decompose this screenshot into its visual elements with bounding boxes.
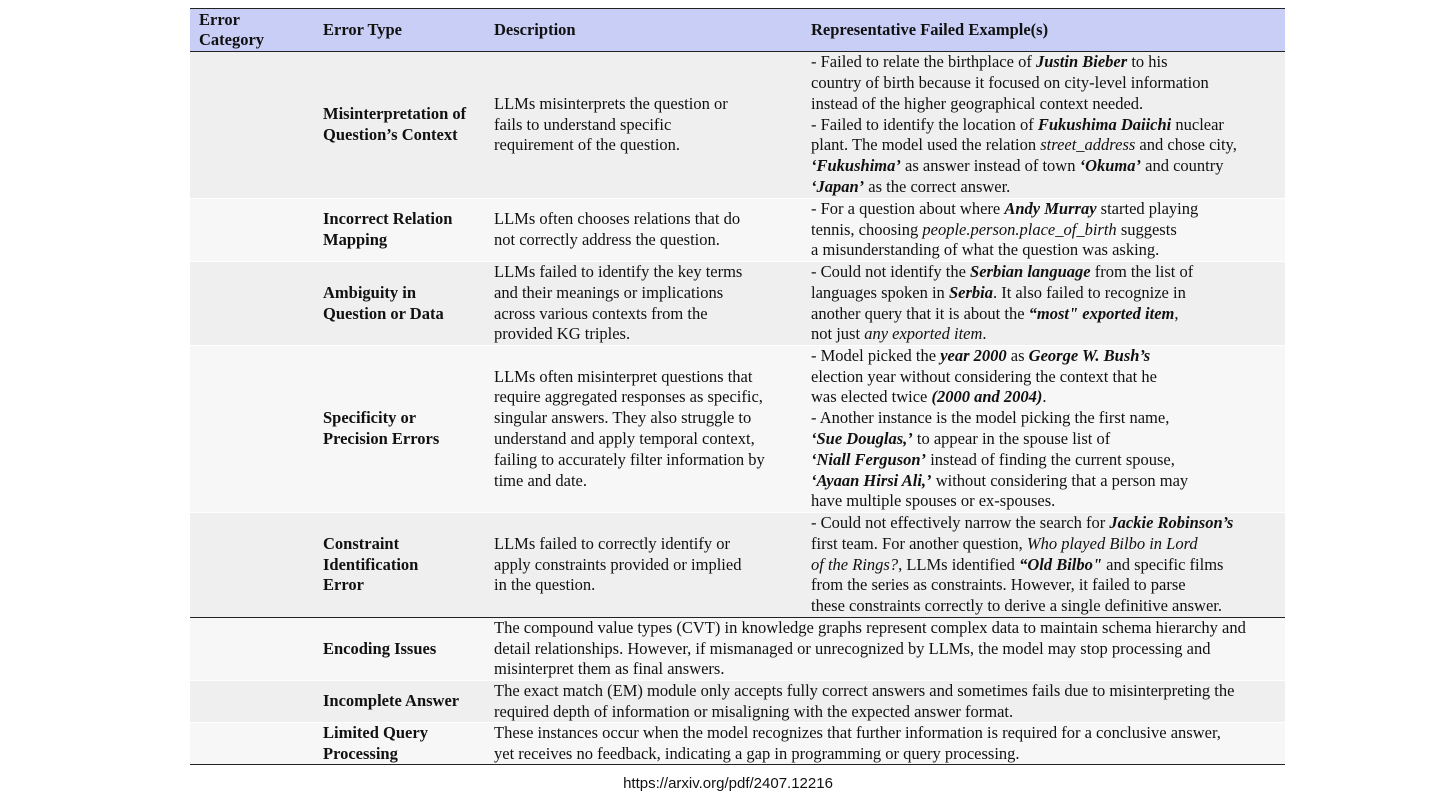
table-row — [190, 722, 1285, 765]
error-description: LLMs often misinterpret questions that require aggregated responses as specific, singular answers. They also struggle to understand and apply temporal context, failing to accurately filter information by time and date. — [494, 366, 765, 490]
table-row — [190, 512, 1285, 617]
header-description: Description — [494, 19, 576, 39]
error-analysis-table — [190, 8, 1285, 765]
table-row — [190, 680, 1285, 722]
table-row — [190, 198, 1285, 261]
kg-topology-group — [190, 617, 1285, 765]
table-row — [190, 345, 1285, 512]
error-description: LLMs failed to correctly identify or apply constraints provided or implied in the question. — [494, 533, 742, 595]
error-example: - Failed to relate the birthplace of Justin Bieber to his country of birth because it focused on city-level information instead of the higher geographical context needed. - Failed to identify the location of Fukushima Daiichi nuclear plant. The model used the relation street_address and chose city, ‘Fukushima’ as answer instead of town ‘Okuma’ and country ‘Japan’ as the correct answer. — [811, 52, 1237, 196]
error-type: Incomplete Answer — [323, 691, 460, 711]
error-type: Constraint Identification Error — [323, 533, 419, 595]
table-header-row — [190, 9, 1285, 52]
table-row — [190, 618, 1285, 680]
reasoning-failures-group — [190, 52, 1285, 617]
error-type: Specificity or Precision Errors — [323, 408, 440, 448]
error-example: - Could not effectively narrow the search for Jackie Robinson’s first team. For another question, Who played Bilbo in Lord of the Rings?, LLMs identified “Old Bilbo" and specific films from the series as constraints. However, it failed to parse these constraints correctly to derive a single definitive answer. — [811, 513, 1234, 616]
error-description: LLMs often chooses relations that do not correctly address the question. — [494, 209, 741, 249]
error-type: Encoding Issues — [323, 638, 437, 658]
error-description: LLMs misinterprets the question or fails to understand specific requirement of the question. — [494, 93, 728, 155]
error-description: The compound value types (CVT) in knowledge graphs represent complex data to maintain schema hierarchy and detail relationships. However, if mismanaged or unrecognized by LLMs, the model may stop processing and misinterpret them as final answers. — [494, 617, 1246, 679]
header-error-type: Error Type — [323, 19, 402, 39]
error-example: - For a question about where Andy Murray started playing tennis, choosing people.person.place_of_birth suggests a misunderstanding of what the question was asking. — [811, 198, 1199, 260]
error-example: - Model picked the year 2000 as George W. Bush’s election year without considering the context that he was elected twice (2000 and 2004). - Another instance is the model picking the first name, ‘Sue Douglas,’ to appear in the spouse list of ‘Niall Ferguson’ instead of finding the current spouse, ‘Ayaan Hirsi Ali,’ without considering that a person may have multiple spouses or ex-spouses. — [811, 345, 1189, 511]
error-description: The exact match (EM) module only accepts fully correct answers and sometimes fails due to misinterpreting the required depth of information or misaligning with the expected answer format. — [494, 680, 1235, 721]
error-type: Misinterpretation of Question’s Context — [323, 104, 467, 144]
header-example: Representative Failed Example(s) — [811, 19, 1049, 39]
table-row — [190, 261, 1285, 345]
error-type: Ambiguity in Question or Data — [323, 282, 444, 323]
error-type: Limited Query Processing — [323, 722, 428, 763]
table-row — [190, 52, 1285, 198]
error-description: LLMs failed to identify the key terms and their meanings or implications across various contexts from the provided KG triples. — [494, 261, 743, 344]
error-type: Incorrect Relation Mapping — [323, 209, 453, 249]
header-error-category: Error Category — [199, 10, 265, 49]
error-description: These instances occur when the model recognizes that further information is required for a conclusive answer, yet receives no feedback, indicating a gap in programming or query processing. — [494, 722, 1221, 763]
source-url: https://arxiv.org/pdf/2407.12216 — [623, 775, 833, 792]
error-example: - Could not identify the Serbian language from the list of languages spoken in Serbia. It also failed to recognize in another query that it is about the “most" exported item, not just any exported item. — [811, 261, 1194, 344]
